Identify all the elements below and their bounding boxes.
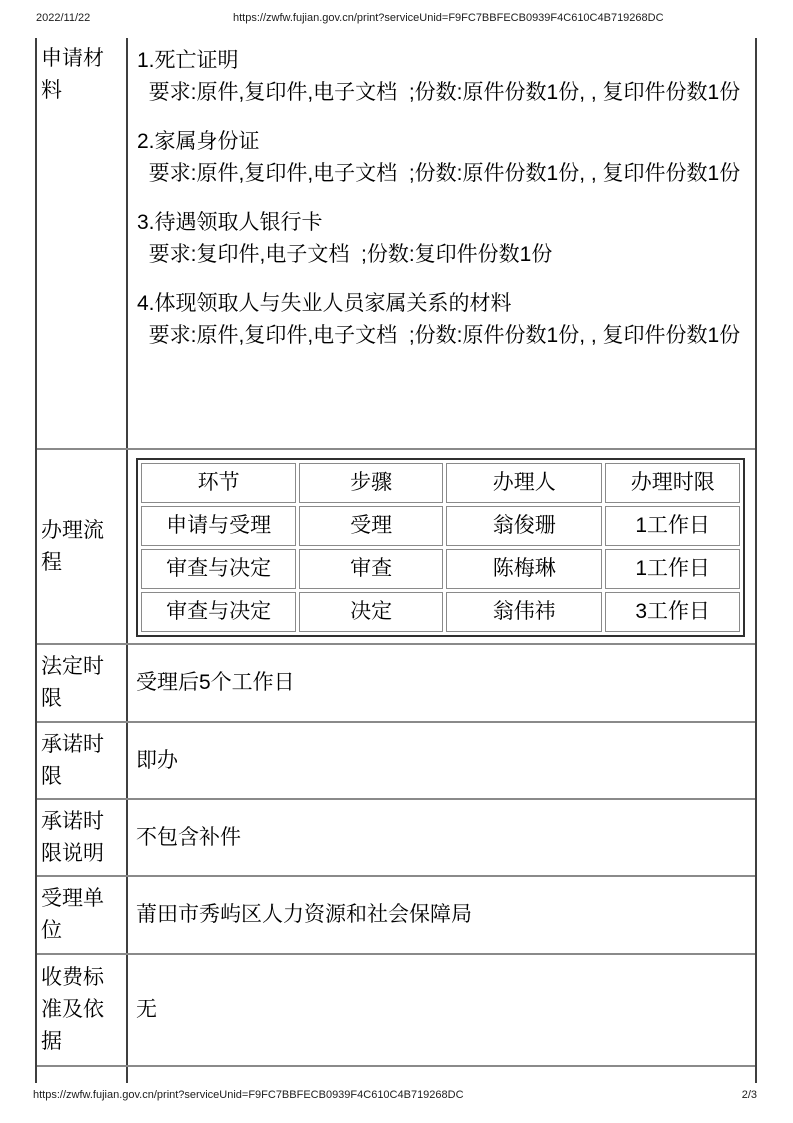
row-label-application-materials: 申请材料 <box>37 38 128 448</box>
flow-cell: 决定 <box>299 592 443 632</box>
material-title: 3.待遇领取人银行卡 <box>137 211 323 234</box>
table-row-accepting-unit <box>37 877 755 955</box>
flow-cell: 审查与决定 <box>141 592 296 632</box>
row-value-empty <box>128 1067 755 1083</box>
material-requirements: 要求:原件,复印件,电子文档 ;份数:原件份数1份, , 复印件份数1份 <box>137 162 741 185</box>
flow-cell: 3工作日 <box>605 592 740 632</box>
material-item <box>137 288 745 352</box>
table-row-statutory-time-limit <box>37 645 755 723</box>
row-label-process-flow: 办理流程 <box>37 450 128 643</box>
row-label: 收费标准及依据 <box>37 955 128 1065</box>
row-label-empty <box>37 1067 128 1083</box>
flow-cell: 翁俊珊 <box>446 506 602 546</box>
flow-cell: 陈梅琳 <box>446 549 602 589</box>
table-row-promised-time-limit <box>37 723 755 800</box>
flow-header-cell: 办理时限 <box>605 463 740 503</box>
process-flow-wrap <box>128 450 755 643</box>
print-footer-url: https://zwfw.fujian.gov.cn/print?serviceUnid=F9FC7BBFECB0939F4C610C4B719268DC <box>33 1089 464 1101</box>
process-flow-table <box>136 458 745 637</box>
row-label: 法定时限 <box>37 645 128 721</box>
row-value: 不包含补件 <box>136 825 241 849</box>
service-detail-table <box>35 38 757 1083</box>
flow-cell: 申请与受理 <box>141 506 296 546</box>
flow-row <box>141 549 740 589</box>
material-requirements: 要求:复印件,电子文档 ;份数:复印件份数1份 <box>137 243 553 266</box>
row-value: 无 <box>136 998 157 1021</box>
material-item <box>137 207 745 271</box>
row-label: 承诺时限 <box>37 723 128 798</box>
flow-header-cell: 环节 <box>141 463 296 503</box>
materials-list <box>128 38 755 448</box>
material-title: 2.家属身份证 <box>137 130 260 153</box>
print-header-date: 2022/11/22 <box>36 12 91 24</box>
material-item <box>137 45 745 109</box>
flow-cell: 1工作日 <box>605 506 740 546</box>
flow-header-cell: 办理人 <box>446 463 602 503</box>
material-requirements: 要求:原件,复印件,电子文档 ;份数:原件份数1份, , 复印件份数1份 <box>137 81 741 104</box>
flow-header-cell: 步骤 <box>299 463 443 503</box>
flow-cell: 审查 <box>299 549 443 589</box>
table-row-fee-standard <box>37 955 755 1067</box>
flow-cell: 受理 <box>299 506 443 546</box>
material-item <box>137 126 745 190</box>
table-row-partial-cut <box>37 1067 755 1083</box>
flow-row <box>141 592 740 632</box>
print-footer-page-number: 2/3 <box>741 1089 757 1101</box>
table-row-application-materials <box>37 38 755 450</box>
flow-cell: 审查与决定 <box>141 549 296 589</box>
flow-header-row <box>141 463 740 503</box>
row-value: 即办 <box>136 748 178 772</box>
row-label: 承诺时限说明 <box>37 800 128 875</box>
material-title: 1.死亡证明 <box>137 49 239 72</box>
material-title: 4.体现领取人与失业人员家属关系的材料 <box>137 292 512 315</box>
flow-row <box>141 506 740 546</box>
row-value: 受理后5个工作日 <box>136 671 295 694</box>
material-requirements: 要求:原件,复印件,电子文档 ;份数:原件份数1份, , 复印件份数1份 <box>137 324 741 347</box>
row-value: 莆田市秀屿区人力资源和社会保障局 <box>136 903 472 926</box>
row-label: 受理单位 <box>37 877 128 953</box>
print-header-url: https://zwfw.fujian.gov.cn/print?serviceUnid=F9FC7BBFECB0939F4C610C4B719268DC <box>233 12 664 24</box>
table-row-promised-time-limit-note <box>37 800 755 877</box>
table-row-process-flow <box>37 450 755 645</box>
flow-cell: 翁伟祎 <box>446 592 602 632</box>
flow-cell: 1工作日 <box>605 549 740 589</box>
